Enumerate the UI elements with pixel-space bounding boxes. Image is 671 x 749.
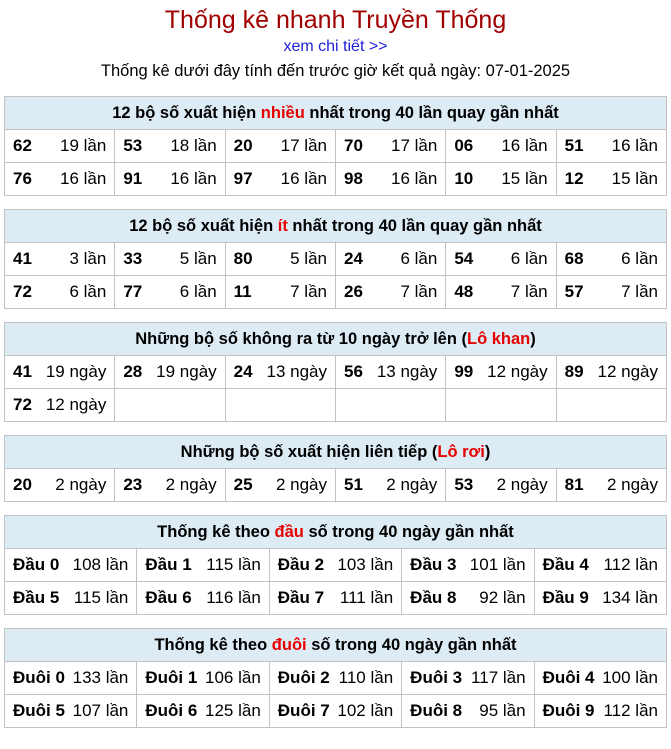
stat-cell-content [5,362,114,382]
stat-key: Đuôi 8 [410,701,463,720]
stat-value: 7 lần [400,282,438,301]
stat-value: 3 lần [69,249,107,268]
stat-value: 7 lần [510,282,548,301]
stat-cell-content [557,169,666,189]
stat-value: 2 ngày [606,475,658,494]
section-header-highlight: Lô rơi [437,442,485,461]
stat-cell-content [557,362,666,382]
stat-key: 06 [454,136,474,155]
stat-cell [446,163,556,196]
stat-value: 13 ngày [266,362,327,381]
section-header-highlight: ít [277,216,288,235]
stat-cell-content [5,169,114,189]
section-header-text: Những bộ số xuất hiện liên tiếp ( [180,442,438,461]
stat-cell [556,469,666,502]
table-row [5,389,667,422]
stat-key: 77 [123,282,143,301]
stat-key: 33 [123,249,143,268]
stat-cell-content [5,395,114,415]
stat-cell-content [226,136,335,156]
stat-cell [269,582,401,615]
section-header-highlight: Lô khan [466,329,531,348]
stat-value: 2 ngày [55,475,107,494]
stat-cell-content [5,555,136,575]
stat-key: 68 [564,249,584,268]
stat-cell-content [402,588,533,608]
stat-cell-content [402,555,533,575]
stat-key: Đầu 4 [542,555,589,574]
stat-cell-content [115,475,224,495]
stat-key: 24 [343,249,363,268]
stat-cell-content [115,282,224,302]
stat-key: 91 [123,169,143,188]
stat-value: 16 lần [60,169,107,188]
stat-cell [446,276,556,309]
stat-cell [225,276,335,309]
stat-value: 5 lần [179,249,217,268]
stat-cell-content [5,282,114,302]
stat-value: 17 lần [390,136,438,155]
stat-cell [402,582,534,615]
stat-key: 24 [233,362,253,381]
stat-key: 20 [13,475,32,494]
stat-value: 19 ngày [156,362,217,381]
stat-key: Đuôi 2 [277,668,330,687]
stat-value: 117 lần [471,668,526,687]
section-header [5,436,667,469]
stat-cell [137,662,269,695]
stat-key: 70 [343,136,363,155]
stat-value: 16 lần [501,136,548,155]
stat-cell-content [115,249,224,269]
stat-cell-content [402,668,533,688]
stat-cell-content [270,588,401,608]
stat-cell [5,469,115,502]
stat-value: 6 lần [179,282,217,301]
stat-cell [556,130,666,163]
stat-value: 100 lần [602,668,658,687]
stat-cell-content [446,249,555,269]
stat-table-most [4,96,667,196]
stat-key: 11 [233,282,252,301]
stat-cell-content [446,362,555,382]
stat-cell-content [446,169,555,189]
stat-cell [402,695,534,728]
stat-table-least [4,209,667,309]
stat-value: 6 lần [400,249,438,268]
table-row [5,662,667,695]
stat-key: Đầu 9 [542,588,589,607]
stat-value: 15 lần [501,169,548,188]
stat-cell-content [336,475,445,495]
stat-value: 18 lần [170,136,217,155]
stat-cell [556,163,666,196]
stat-cell [5,695,137,728]
stat-cell [5,130,115,163]
stat-key: 98 [343,169,363,188]
stat-cell [225,356,335,389]
stat-cell-content [226,169,335,189]
stat-table-duoi [4,628,667,728]
stat-cell-content [226,249,335,269]
stat-cell-content [336,249,445,269]
stat-cell [5,389,115,422]
stat-key: 53 [454,475,474,494]
section-header-text: Những bộ số không ra từ 10 ngày trở lên ( [135,329,467,348]
stat-value: 95 lần [479,701,526,720]
stat-cell-content [115,136,224,156]
stat-key: Đầu 1 [145,555,192,574]
stat-cell-content [535,701,666,721]
stat-cell [335,163,445,196]
stat-cell-content [557,475,666,495]
stat-cell-content [5,475,114,495]
stat-key: Đầu 6 [145,588,192,607]
stat-key: Đầu 2 [277,555,325,574]
stat-cell-content [270,555,401,575]
stat-cell-content [402,701,533,721]
stat-value: 133 lần [72,668,129,687]
stat-value: 103 lần [337,555,394,574]
stat-cell-content [226,475,335,495]
stat-cell-content [446,282,555,302]
stat-key: 62 [13,136,32,155]
stat-key: 72 [13,395,32,414]
stat-cell [5,582,137,615]
stat-value: 116 lần [206,588,261,607]
stat-cell [534,582,666,615]
stats-sections [0,96,671,728]
stat-cell-content [270,668,401,688]
table-row [5,582,667,615]
section-header-text: số trong 40 ngày gần nhất [306,635,517,654]
stat-value: 110 lần [338,668,394,687]
stat-cell [5,356,115,389]
stat-cell [446,469,556,502]
stat-key: Đuôi 7 [277,701,330,720]
stat-key: 97 [233,169,253,188]
section-header-text: 12 bộ số xuất hiện [112,103,261,122]
stat-cell [269,662,401,695]
stat-value: 111 lần [339,588,394,607]
stat-value: 13 ngày [376,362,438,381]
stat-cell [137,695,269,728]
stat-cell [137,582,269,615]
stat-cell-content [5,249,114,269]
stat-value: 106 lần [205,668,261,687]
page-title: Thống kê nhanh Truyền Thống [164,6,507,34]
stat-cell-content [115,169,224,189]
stat-key: 53 [123,136,143,155]
stat-cell-content [226,282,335,302]
section-header-text: nhất trong 40 lần quay gần nhất [304,103,559,122]
stat-key: Đuôi 9 [542,701,595,720]
stat-key: Đầu 7 [277,588,325,607]
stat-cell [115,243,225,276]
stat-value: 12 ngày [487,362,548,381]
stat-cell-content [137,668,268,688]
page-subtitle: Thống kê dưới đây tính đến trước giờ kết quả ngày: 07-01-2025 [100,62,571,80]
table-row [5,243,667,276]
stat-cell [402,662,534,695]
stat-cell [115,130,225,163]
stat-cell [5,549,137,582]
stat-cell-content [535,668,666,688]
stat-cell [5,243,115,276]
stat-key: 89 [564,362,584,381]
stat-value: 2 ngày [275,475,327,494]
stat-value: 15 lần [611,169,658,188]
stat-cell [335,389,445,422]
table-row [5,549,667,582]
stat-key: Đuôi 4 [542,668,595,687]
stat-cell [225,389,335,422]
stat-key: 10 [454,169,474,188]
stat-cell [446,389,556,422]
stat-value: 112 lần [603,555,658,574]
stats-page [0,2,671,728]
stat-table-loroi [4,435,667,502]
stat-cell [556,243,666,276]
table-row [5,163,667,196]
stat-cell-content [535,555,666,575]
stat-cell [115,469,225,502]
stat-cell-content [557,249,666,269]
stat-key: 51 [343,475,363,494]
stat-cell [115,389,225,422]
stat-cell-content [137,701,268,721]
stat-cell [5,276,115,309]
table-row [5,469,667,502]
stat-cell [335,276,445,309]
stat-value: 16 lần [611,136,658,155]
stat-key: Đầu 8 [410,588,457,607]
stat-value: 134 lần [602,588,658,607]
stat-cell [556,276,666,309]
stat-value: 7 lần [621,282,658,301]
stat-cell [269,695,401,728]
stat-cell [5,163,115,196]
section-header-highlight: đuôi [271,635,307,654]
section-header [5,97,667,130]
stat-value: 5 lần [290,249,327,268]
table-row [5,276,667,309]
stat-cell-content [5,701,136,721]
stat-value: 125 lần [205,701,261,720]
stat-cell [225,130,335,163]
stat-cell-content [336,282,445,302]
stat-value: 19 ngày [45,362,107,381]
stat-value: 16 lần [390,169,438,188]
stat-key: 26 [343,282,363,301]
stat-cell [335,469,445,502]
stat-cell [534,695,666,728]
stat-value: 12 ngày [597,362,658,381]
stat-cell-content [557,282,666,302]
section-header-text: Thống kê theo [154,635,272,654]
section-header [5,210,667,243]
stat-cell-content [270,701,401,721]
stat-cell-content [5,588,136,608]
stat-key: 56 [343,362,363,381]
stat-value: 6 lần [510,249,548,268]
stat-cell [115,163,225,196]
stat-cell-content [535,588,666,608]
stat-cell [115,356,225,389]
stat-value: 108 lần [72,555,129,574]
stat-cell-content [336,362,445,382]
section-header-text: số trong 40 ngày gần nhất [303,522,514,541]
stat-key: 20 [233,136,253,155]
stat-cell-content [336,169,445,189]
stat-value: 16 lần [280,169,327,188]
stat-cell-content [446,136,555,156]
stat-cell-content [557,136,666,156]
stat-value: 101 lần [469,555,526,574]
stat-key: Đuôi 3 [410,668,463,687]
stat-cell [446,356,556,389]
stat-key: 57 [564,282,584,301]
stat-cell-content [137,555,268,575]
stat-cell [335,243,445,276]
stat-cell [137,549,269,582]
stat-key: 51 [564,136,584,155]
section-header-text: nhất trong 40 lần quay gần nhất [287,216,542,235]
stat-key: 81 [564,475,584,494]
stat-value: 2 ngày [386,475,438,494]
stat-value: 12 ngày [45,395,107,414]
stat-key: Đuôi 6 [145,701,198,720]
stat-value: 7 lần [290,282,327,301]
stat-key: Đuôi 1 [145,668,198,687]
stat-key: 54 [454,249,474,268]
stat-cell [225,163,335,196]
stat-cell [534,662,666,695]
stat-value: 92 lần [479,588,526,607]
stat-key: 12 [564,169,584,188]
stat-table-dau [4,515,667,615]
stat-cell [402,549,534,582]
stat-value: 6 lần [621,249,658,268]
stat-cell [115,276,225,309]
stat-value: 2 ngày [165,475,217,494]
stat-cell [225,469,335,502]
stat-cell-content [5,136,114,156]
stat-key: 80 [233,249,253,268]
stat-value: 107 lần [72,701,129,720]
stat-cell-content [446,475,555,495]
stat-key: 23 [123,475,143,494]
stat-value: 19 lần [60,136,107,155]
stat-key: 41 [13,249,32,268]
stat-cell [534,549,666,582]
stat-value: 112 lần [603,701,658,720]
stat-key: Đuôi 5 [13,701,65,720]
section-header [5,629,667,662]
stat-key: 99 [454,362,474,381]
section-header-text: ) [530,329,536,348]
stat-cell [335,130,445,163]
section-header-text: 12 bộ số xuất hiện [129,216,278,235]
stat-cell [269,549,401,582]
table-row [5,356,667,389]
stat-key: Đầu 0 [13,555,60,574]
stat-value: 102 lần [337,701,394,720]
stat-cell [335,356,445,389]
stat-cell-content [336,136,445,156]
stat-cell [225,243,335,276]
stat-value: 16 lần [170,169,217,188]
stat-key: Đầu 3 [410,555,457,574]
section-header [5,516,667,549]
stat-cell [556,356,666,389]
section-header-text: ) [484,442,491,461]
stat-cell-content [137,588,268,608]
stat-value: 2 ngày [496,475,548,494]
stat-cell [556,389,666,422]
stat-key: 25 [233,475,253,494]
table-row [5,130,667,163]
stat-key: 41 [13,362,32,381]
stat-key: 28 [123,362,143,381]
stat-key: Đuôi 0 [13,668,65,687]
stat-key: 72 [13,282,32,301]
stat-cell [446,130,556,163]
stat-key: 76 [13,169,32,188]
stat-value: 17 lần [280,136,327,155]
stat-key: 48 [454,282,474,301]
section-header [5,323,667,356]
stat-cell-content [226,362,335,382]
stat-value: 115 lần [73,588,129,607]
table-row [5,695,667,728]
stat-value: 115 lần [206,555,261,574]
stat-value: 6 lần [69,282,107,301]
detail-link[interactable]: xem chi tiết >> [283,38,388,55]
stat-table-lokhan [4,322,667,422]
section-header-highlight: nhiều [260,103,305,122]
section-header-text: Thống kê theo [157,522,275,541]
stat-cell-content [115,362,224,382]
stat-cell [446,243,556,276]
stat-cell [5,662,137,695]
stat-key: Đầu 5 [13,588,60,607]
stat-cell-content [5,668,136,688]
section-header-highlight: đầu [274,522,304,541]
